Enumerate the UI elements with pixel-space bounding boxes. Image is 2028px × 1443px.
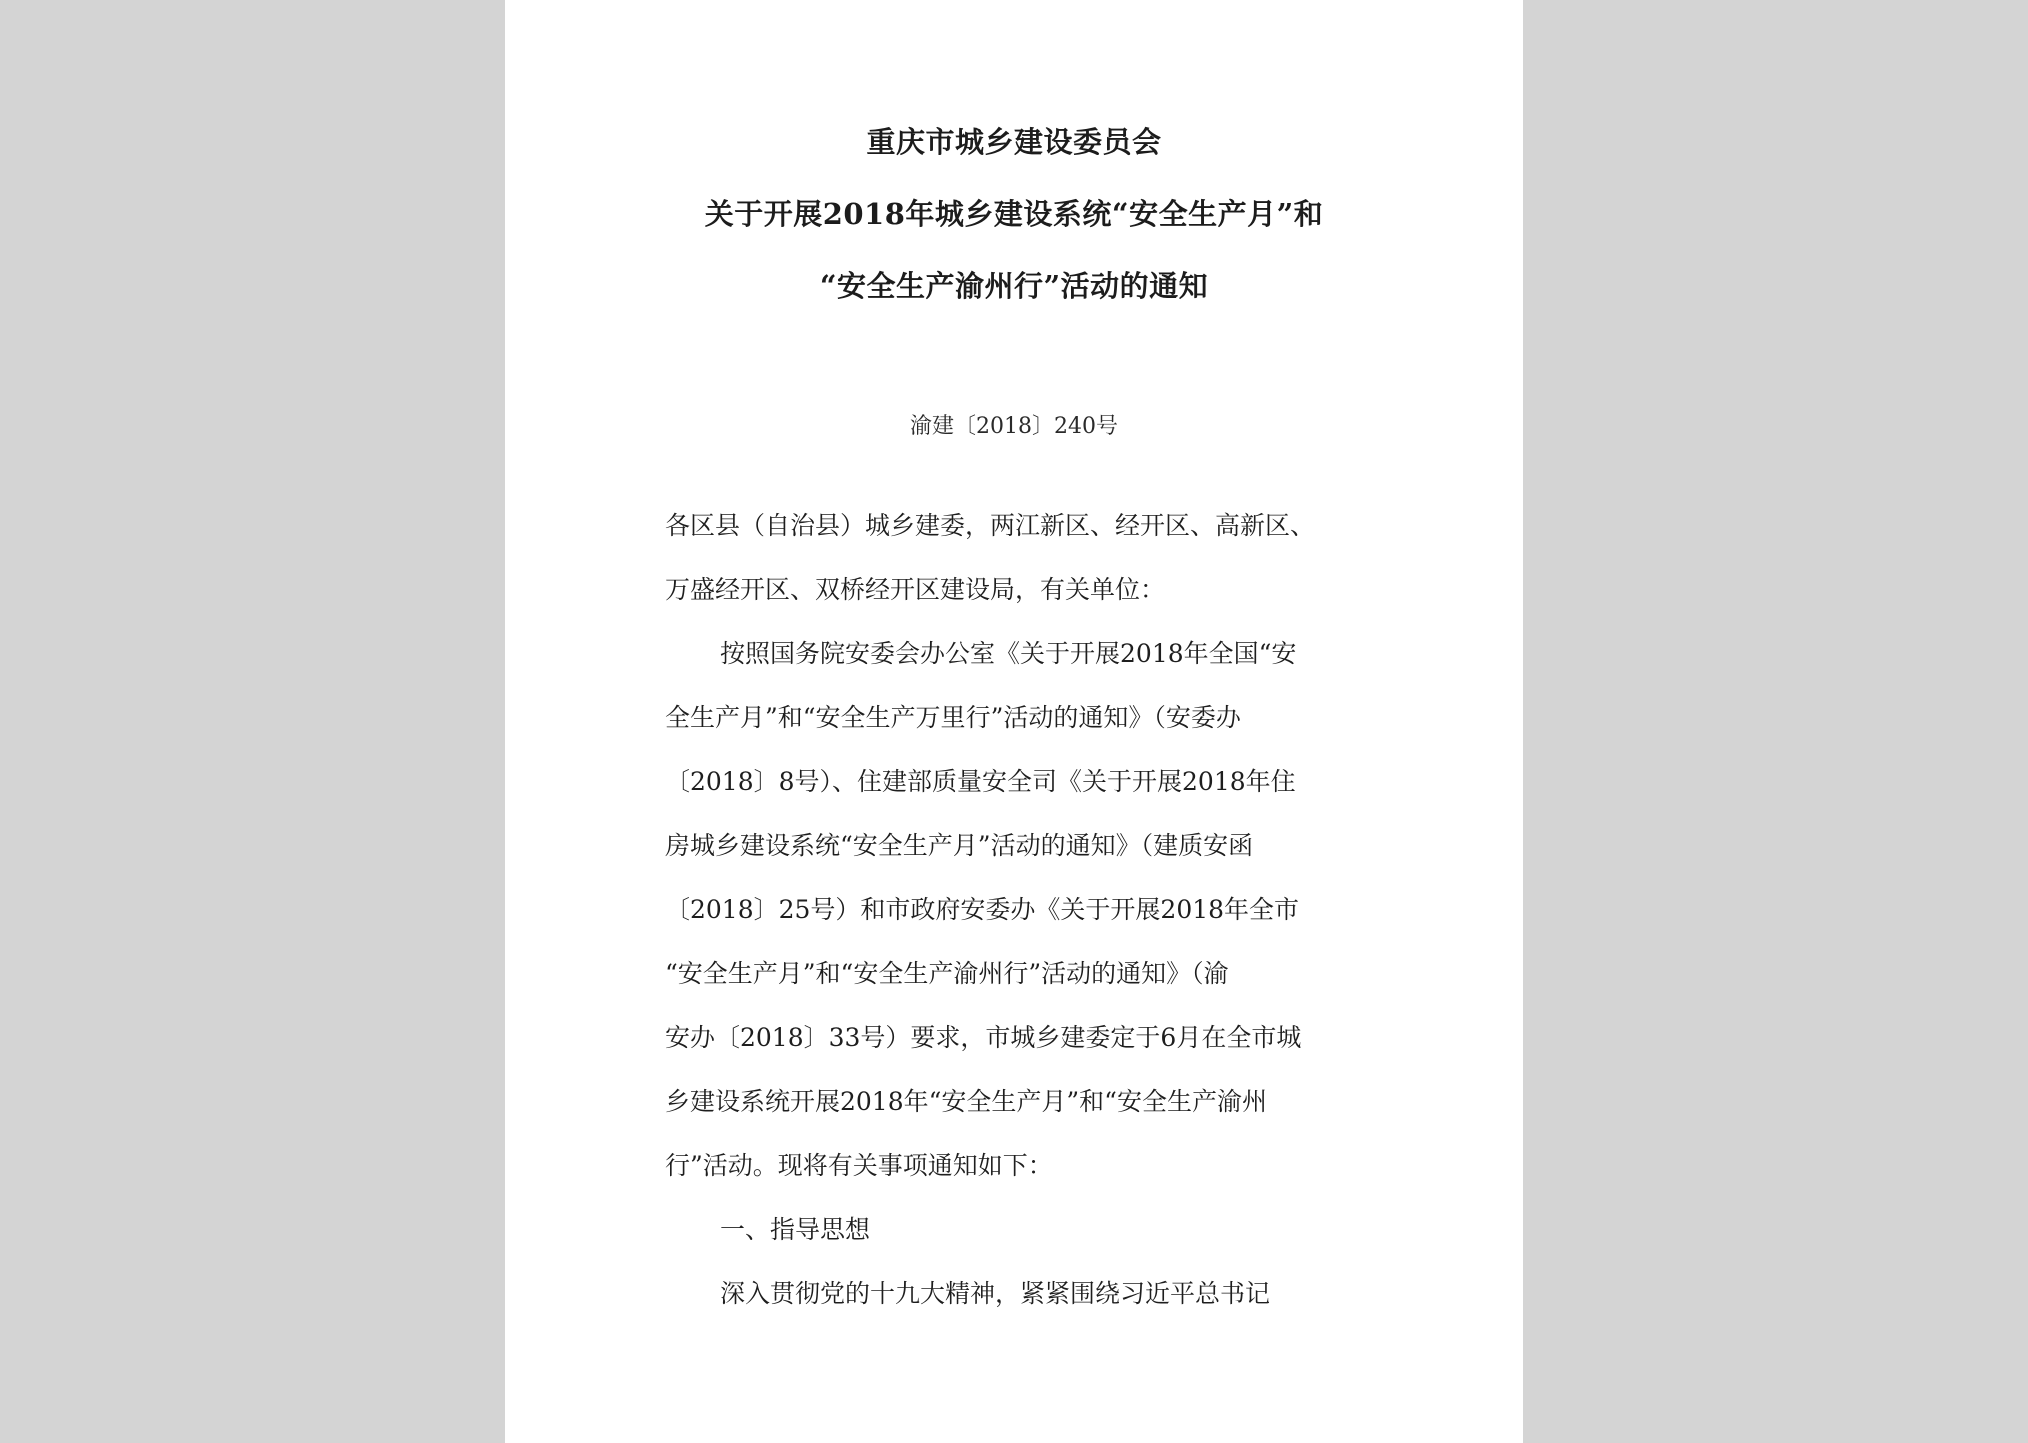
document-number: 渝建〔2018〕240号: [910, 414, 1118, 439]
paragraph-line: 按照国务院安委会办公室《关于开展2018年全国“安: [720, 639, 1297, 668]
section-heading: 一、指导思想: [720, 1215, 871, 1244]
paragraph-line: 行”活动。现将有关事项通知如下：: [665, 1151, 1053, 1180]
paragraph-line: “安全生产月”和“安全生产渝州行”活动的通知》（渝: [665, 959, 1229, 988]
paragraph-line: 乡建设系统开展2018年“安全生产月”和“安全生产渝州: [665, 1087, 1267, 1116]
addressee-line-2: 万盛经开区、双桥经开区建设局，有关单位：: [665, 575, 1166, 604]
paragraph-line: 〔2018〕8号）、住建部质量安全司《关于开展2018年住: [665, 767, 1296, 796]
paragraph-line: 〔2018〕25号）和市政府安委办《关于开展2018年全市: [665, 895, 1300, 924]
paragraph-line: 深入贯彻党的十九大精神，紧紧围绕习近平总书记: [720, 1279, 1271, 1308]
document-page: [505, 0, 1523, 1443]
paragraph-line: 全生产月”和“安全生产万里行”活动的通知》（安委办: [665, 703, 1241, 732]
addressee-line-1: 各区县（自治县）城乡建委，两江新区、经开区、高新区、: [665, 511, 1316, 540]
title-line-2: 关于开展2018年城乡建设系统“安全生产月”和: [704, 197, 1324, 231]
paragraph-line: 房城乡建设系统“安全生产月”活动的通知》（建质安函: [665, 831, 1254, 860]
paragraph-line: 安办〔2018〕33号）要求，市城乡建委定于6月在全市城: [665, 1023, 1302, 1052]
title-line-1: 重庆市城乡建设委员会: [866, 125, 1162, 159]
title-line-3: “安全生产渝州行”活动的通知: [819, 269, 1209, 303]
